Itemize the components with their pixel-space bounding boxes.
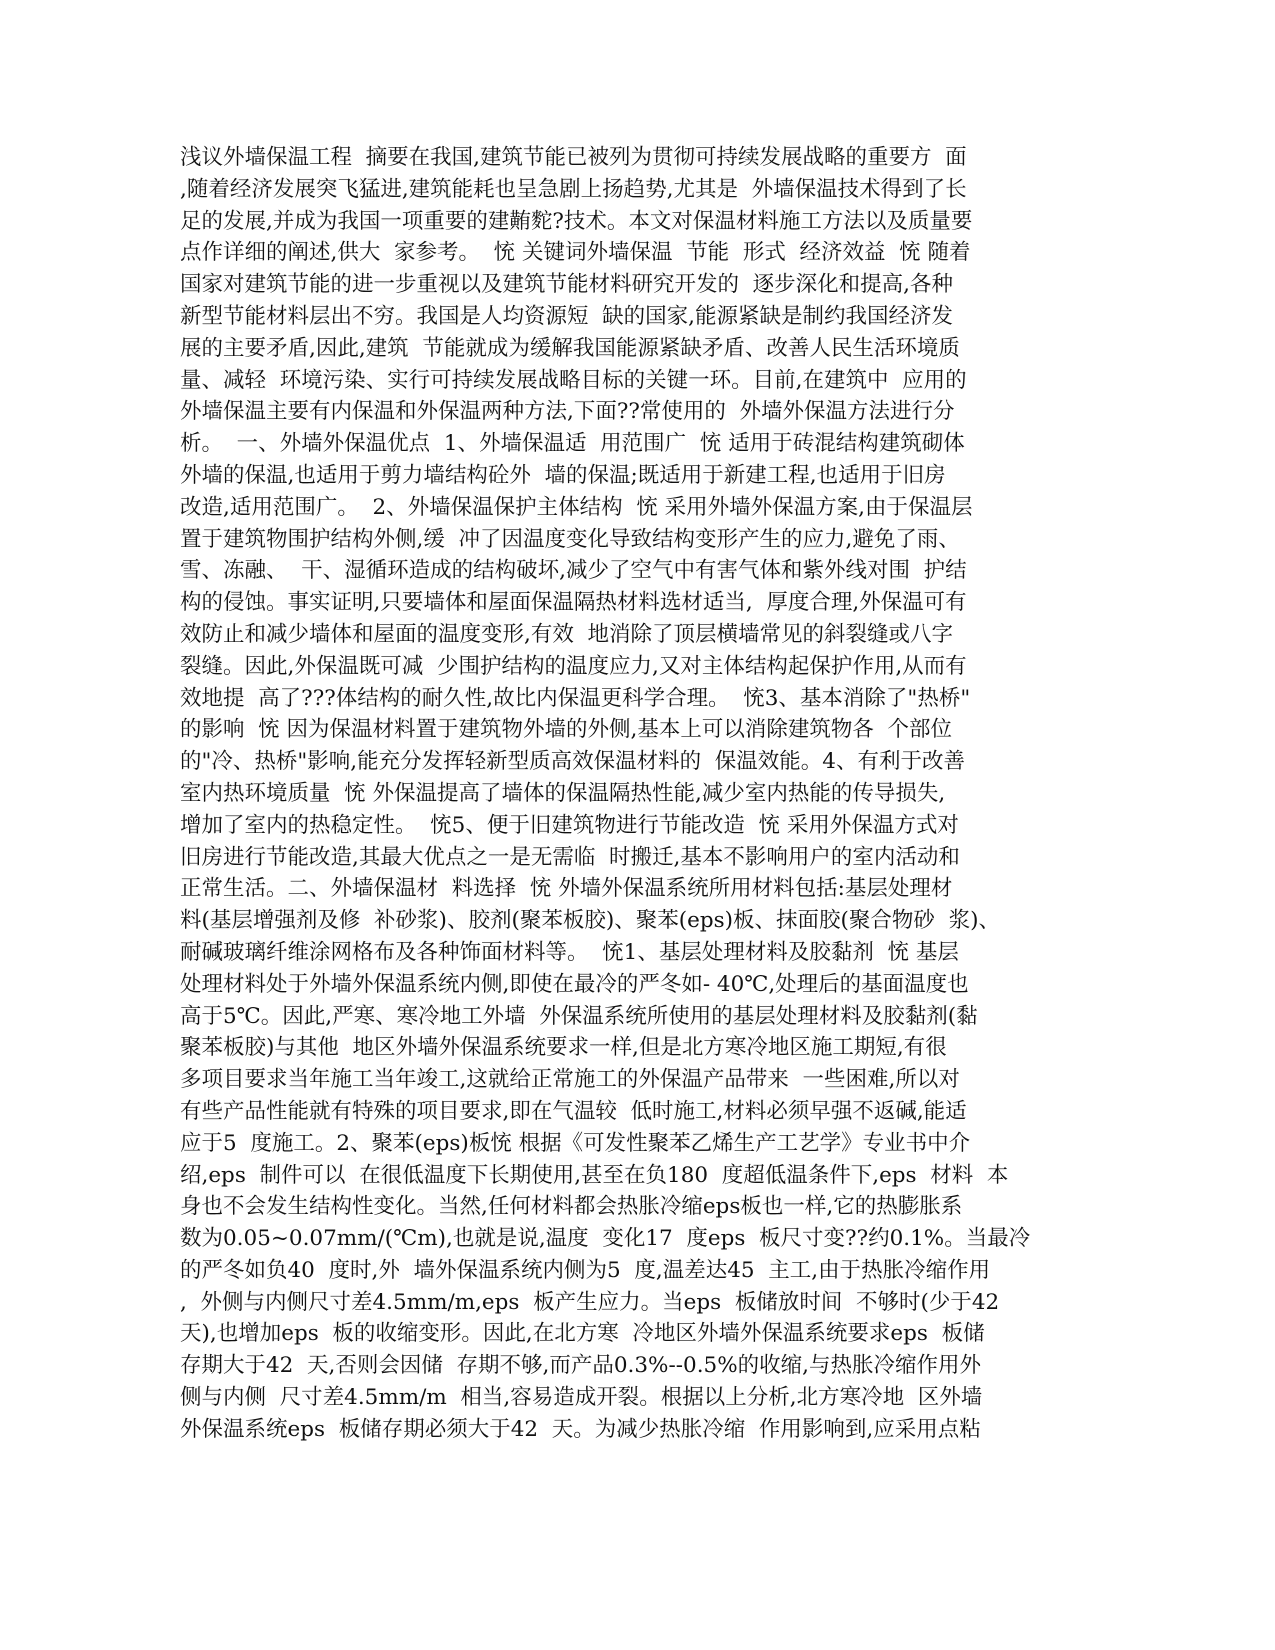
text-line: 旧房进行节能改造,其最大优点之一是无需临 时搬迁,基本不影响用户的室内活动和 xyxy=(180,844,960,870)
body-text xyxy=(180,142,1040,1446)
text-line: 正常生活。二、外墙保温材 料选择 㤝 外墙外保温系统所用材料包括:基层处理材 xyxy=(180,876,953,902)
text-line: 料(基层增强剂及修 补砂浆)、胶剂(聚苯板胶)、聚苯(eps)板、抹面胶(聚合物砂 浆)、 xyxy=(180,908,1000,934)
text-line: 新型节能材料层出不穷。我国是人均资源短 缺的国家,能源紧缺是制约我国经济发 xyxy=(180,303,954,329)
text-line: 点作详细的阐述,供大 家参考。 㤝 关键词外墙保温 节能 形式 经济效益 㤝 随着 xyxy=(180,240,971,266)
text-line: 外墙的保温,也适用于剪力墙结构砼外 墙的保温;既适用于新建工程,也适用于旧房 xyxy=(180,462,946,488)
text-line: , 外侧与内侧尺寸差4.5mm/m,eps 板产生应力。当eps 板储放时间 不够时(少于42 xyxy=(180,1289,1000,1315)
text-line: 数为0.05~0.07mm/(℃m),也就是说,温度 变化17 度eps 板尺寸变??约0.1%。当最冷 xyxy=(180,1226,1031,1252)
text-line: 应于5 度施工。2、聚苯(eps)板㤝 根据《可发性聚苯乙烯生产工艺学》专业书中介 xyxy=(180,1130,971,1156)
text-line: 身也不会发生结构性变化。当然,任何材料都会热胀冷缩eps板也一样,它的热膨胀系 xyxy=(180,1194,963,1220)
text-line: 聚苯板胶)与其他 地区外墙外保温系统要求一样,但是北方寒冷地区施工期短,有很 xyxy=(180,1035,947,1061)
text-line: 外保温系统eps 板储存期必须大于42 天。为减少热胀冷缩 作用影响到,应采用点粘 xyxy=(180,1416,981,1442)
text-line: 浅议外墙保温工程 摘要在我国,建筑节能已被列为贯彻可持续发展战略的重要方 面 xyxy=(180,145,967,170)
text-line: 展的主要矛盾,因此,建筑 节能就成为缓解我国能源紧缺矛盾、改善人民生活环境质 xyxy=(180,335,960,361)
text-line: 外墙保温主要有内保温和外保温两种方法,下面??常使用的 外墙外保温方法进行分 xyxy=(180,399,955,425)
text-line: 绍,eps 制件可以 在很低温度下长期使用,甚至在负180 度超低温条件下,eps 材料 本 xyxy=(180,1162,1009,1188)
text-line: 效防止和减少墙体和屋面的温度变形,有效 地消除了顶层横墙常见的斜裂缝或八字 xyxy=(180,621,954,647)
text-line: 多项目要求当年施工当年竣工,这就给正常施工的外保温产品带来 一些困难,所以对 xyxy=(180,1067,960,1093)
text-line: 析。 一、外墙外保温优点 1、外墙保温适 用范围广 㤝 适用于砖混结构建筑砌体 xyxy=(180,431,965,457)
text-line: 有些产品性能就有特殊的项目要求,即在气温较 低时施工,材料必须早强不返碱,能适 xyxy=(180,1098,967,1124)
text-line: 效地提 高了???体结构的耐久性,故比内保温更科学合理。 㤝3、基本消除了"热桥" xyxy=(180,685,971,711)
text-line: 构的侵蚀。事实证明,只要墙体和屋面保温隔热材料选材适当, 厚度合理,外保温可有 xyxy=(180,590,967,616)
text-line: 国家对建筑节能的进一步重视以及建筑节能材料研究开发的 逐步深化和提高,各种 xyxy=(180,272,954,298)
text-line: 雪、冻融、 干、湿循环造成的结构破坏,减少了空气中有害气体和紫外线对围 护结 xyxy=(180,558,967,584)
text-line: 的严冬如负40 度时,外 墙外保温系统内侧为5 度,温差达45 主工,由于热胀冷缩作用 xyxy=(180,1257,991,1283)
text-line: 增加了室内的热稳定性。 㤝5、便于旧建筑物进行节能改造 㤝 采用外保温方式对 xyxy=(180,812,959,838)
text-line: 置于建筑物围护结构外侧,缓 冲了因温度变化导致结构变形产生的应力,避免了雨、 xyxy=(180,526,960,552)
text-line: 存期大于42 天,否则会因储 存期不够,而产品0.3%--0.5%的收缩,与热胀冷缩作用外 xyxy=(180,1353,981,1379)
text-line: 室内热环境质量 㤝 外保温提高了墙体的保温隔热性能,减少室内热能的传导损失, xyxy=(180,780,946,806)
text-line: 裂缝。因此,外保温既可减 少围护结构的温度应力,又对主体结构起保护作用,从而有 xyxy=(180,653,967,679)
text-line: 处理材料处于外墙外保温系统内侧,即使在最冷的严冬如- 40℃,处理后的基面温度也 xyxy=(180,971,969,997)
text-line: 量、减轻 环境污染、实行可持续发展战略目标的关键一环。目前,在建筑中 应用的 xyxy=(180,367,967,393)
text-line: 的"冷、热桥"影响,能充分发挥轻新型质高效保温材料的 保温效能。4、有利于改善 xyxy=(180,749,965,775)
text-line: 高于5℃。因此,严寒、寒冷地工外墙 外保温系统所使用的基层处理材料及胶黏剂(黏 xyxy=(180,1003,978,1029)
text-line: ,随着经济发展突飞猛进,建筑能耗也呈急剧上扬趋势,尤其是 外墙保温技术得到了长 xyxy=(180,176,967,202)
text-line: 的影响 㤝 因为保温材料置于建筑物外墙的外侧,基本上可以消除建筑物各 个部位 xyxy=(180,717,953,743)
text-line: 天),也增加eps 板的收缩变形。因此,在北方寒 冷地区外墙外保温系统要求eps 板储 xyxy=(180,1321,985,1347)
text-line: 足的发展,并成为我国一项重要的建䵋䴱?技术。本文对保温材料施工方法以及质量要 xyxy=(180,208,973,234)
text-line: 耐碱玻璃纤维涂网格布及各种饰面材料等。 㤝1、基层处理材料及胶黏剂 㤝 基层 xyxy=(180,939,959,965)
text-line: 侧与内侧 尺寸差4.5mm/m 相当,容易造成开裂。根据以上分析,北方寒冷地 区外墙 xyxy=(180,1385,983,1411)
text-line: 改造,适用范围广。 2、外墙保温保护主体结构 㤝 采用外墙外保温方案,由于保温层 xyxy=(180,494,973,520)
